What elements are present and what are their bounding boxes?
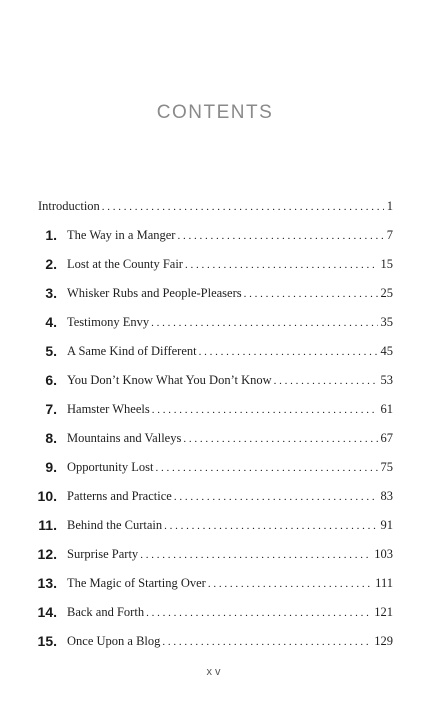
toc-entry-page: 103	[374, 547, 393, 561]
chapter-number: 9.	[45, 459, 57, 475]
chapter-number: 3.	[45, 285, 57, 301]
toc-entry-title: Mountains and Valleys	[67, 431, 182, 445]
toc-entry-page: 75	[380, 460, 393, 474]
toc-entry-title: Whisker Rubs and People-Pleasers	[67, 286, 242, 300]
toc-entry[interactable]	[0, 254, 430, 274]
toc-entry-page: 15	[380, 257, 393, 271]
toc-entry[interactable]	[0, 341, 430, 361]
toc-entry[interactable]	[0, 544, 430, 564]
toc-entry[interactable]	[0, 631, 430, 651]
chapter-number: 8.	[45, 430, 57, 446]
toc-entry[interactable]	[0, 428, 430, 448]
toc-entry-page: 35	[380, 315, 393, 329]
chapter-number: 7.	[45, 401, 57, 417]
toc-entry-title: Hamster Wheels	[67, 402, 150, 416]
chapter-number: 4.	[45, 314, 57, 330]
dot-leader	[102, 197, 384, 217]
toc-entry-page: 121	[374, 605, 393, 619]
toc-entry[interactable]	[0, 515, 430, 535]
dot-leader	[199, 342, 378, 362]
dot-leader	[162, 632, 371, 652]
chapter-number: 14.	[37, 604, 57, 620]
toc-entry-title: The Way in a Manger	[67, 228, 176, 242]
chapter-number: 1.	[45, 227, 57, 243]
toc-entry[interactable]	[0, 602, 430, 622]
chapter-number: 12.	[37, 546, 57, 562]
dot-leader	[140, 545, 371, 565]
toc-entry-page: 111	[375, 576, 393, 590]
toc-entry-page: 61	[380, 402, 393, 416]
toc-entry-title: Introduction	[38, 199, 100, 213]
toc-entry-page: 1	[386, 199, 393, 213]
toc-entry[interactable]	[0, 486, 430, 506]
toc-entry-title: Behind the Curtain	[67, 518, 163, 532]
chapter-number: 10.	[37, 488, 57, 504]
dot-leader	[152, 400, 378, 420]
toc-entry-page: 129	[374, 634, 393, 648]
dot-leader	[244, 284, 378, 304]
toc-entry-title: Lost at the County Fair	[67, 257, 183, 271]
dot-leader	[177, 226, 383, 246]
toc-entry[interactable]	[0, 283, 430, 303]
dot-leader	[146, 603, 371, 623]
chapter-number: 6.	[45, 372, 57, 388]
chapter-number: 13.	[37, 575, 57, 591]
toc-entry[interactable]	[0, 225, 430, 245]
chapter-number: 5.	[45, 343, 57, 359]
toc-entry-title: Surprise Party	[67, 547, 139, 561]
toc-entry-page: 53	[380, 373, 393, 387]
dot-leader	[274, 371, 378, 391]
dot-leader	[151, 313, 377, 333]
toc-entry-page: 45	[380, 344, 393, 358]
toc-entry-title: The Magic of Starting Over	[67, 576, 206, 590]
toc-entry-title: Opportunity Lost	[67, 460, 154, 474]
page-title: CONTENTS	[156, 102, 274, 123]
toc-entry-page: 7	[386, 228, 393, 242]
toc-entry[interactable]	[0, 457, 430, 477]
dot-leader	[185, 255, 378, 275]
page-number: xv	[206, 666, 224, 678]
toc-entry-title: Back and Forth	[67, 605, 145, 619]
dot-leader	[174, 487, 378, 507]
toc-entry[interactable]	[0, 399, 430, 419]
toc-entry-page: 83	[380, 489, 393, 503]
chapter-number: 11.	[38, 517, 57, 533]
dot-leader	[183, 429, 377, 449]
toc-entry-page: 25	[380, 286, 393, 300]
chapter-number: 15.	[37, 633, 57, 649]
toc-entry[interactable]	[0, 370, 430, 390]
toc-entry-title: You Don’t Know What You Don’t Know	[67, 373, 272, 387]
toc-entry-introduction[interactable]	[0, 196, 430, 216]
toc-entry-title: Once Upon a Blog	[67, 634, 161, 648]
toc-entry-title: Patterns and Practice	[67, 489, 172, 503]
toc-entry-page: 67	[380, 431, 393, 445]
toc-entry[interactable]	[0, 573, 430, 593]
toc-entry-page: 91	[380, 518, 393, 532]
dot-leader	[164, 516, 377, 536]
toc-entry-title: A Same Kind of Different	[67, 344, 197, 358]
toc-entry-title: Testimony Envy	[67, 315, 150, 329]
dot-leader	[208, 574, 372, 594]
toc-entry[interactable]	[0, 312, 430, 332]
dot-leader	[155, 458, 377, 478]
chapter-number: 2.	[45, 256, 57, 272]
